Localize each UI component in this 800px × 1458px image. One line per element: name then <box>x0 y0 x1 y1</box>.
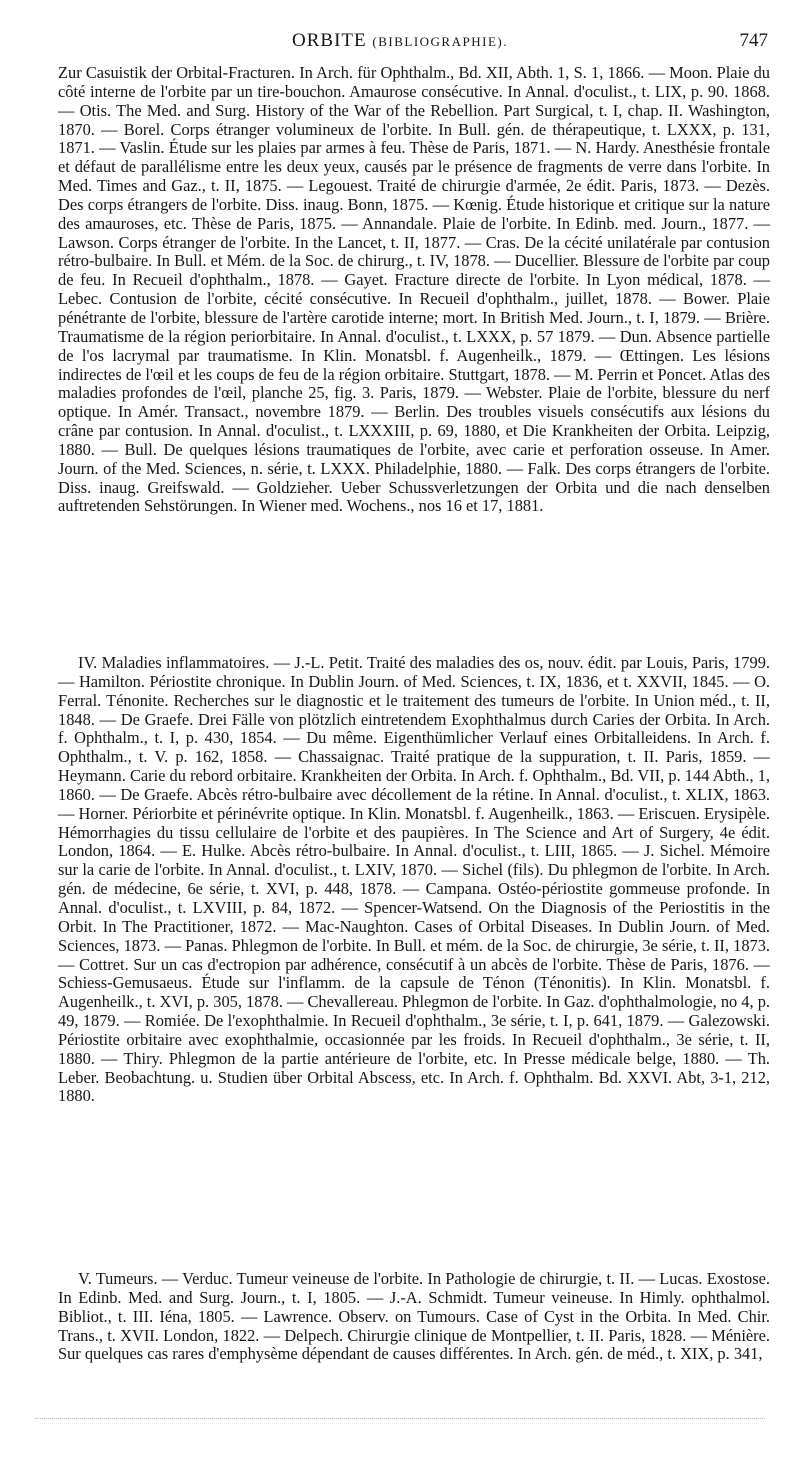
bibliography-paragraph: V. Tumeurs. — Verduc. Tumeur veineuse de l'orbite. In Pathologie de chirurgie, t. II. — Lucas. Exostose. In Edinb. Med. and Surg. Journ., t. I, 1805. — J.-A. Schmidt. Tumeur veineuse. In Himly. ophthalmol. Bibliot., t. III. Iéna, 1805. — Lawrence. Observ. on Tumours. Case of Cyst in the Orbita. In Med. Chir. Trans., t. XVII. London, 1822. — Delpech. Chirurgie clinique de Montpellier, t. II. Paris, 1828. — Ménière. Sur quelques cas rares d'emphysème dépendant de causes différentes. In Arch. gén. de méd., t. XIX, p. 341, <box>58 1269 770 1364</box>
bibliography-paragraph: IV. Maladies inflammatoires. — J.-L. Petit. Traité des maladies des os, nouv. édit. par Louis, Paris, 1799. — Hamilton. Périostite chronique. In Dublin Journ. of Med. Sciences, t. IX, 1836, et t. XXVII, 1845. — O. Ferral. Ténonite. Recherches sur le diagnostic et le traitement des tumeurs de l'orbite. In Union méd., t. II, 1848. — De Graefe. Drei Fälle von plötzlich eintretendem Exophthalmus durch Caries der Orbita. In Arch. f. Ophthalm., t. I, p. 430, 1854. — Du même. Eigenthümlicher Verlauf eines Orbitalleidens. In Arch. f. Ophthalm., t. V. p. 162, 1858. — Chassaignac. Traité pratique de la suppuration, t. II. Paris, 1859. — Heymann. Carie du rebord orbitaire. Krankheiten der Orbita. In Arch. f. Ophthalm., Bd. VII, p. 144 Abth., 1, 1860. — De Graefe. Abcès rétro-bulbaire avec décollement de la rétine. In Annal. d'oculist., t. XLIX, 1863. — Horner. Périorbite et périnévrite optique. In Klin. Monatsbl. f. Augenheilk., 1863. — Eriscuen. Erysipèle. Hémorrhagies du tissu cellulaire de l'orbite et des paupières. In The Science and Art of Surgery, 4e édit. London, 1864. — E. Hulke. Abcès rétro-bulbaire. In Annal. d'oculist., t. LIII, 1865. — J. Sichel. Mémoire sur la carie de l'orbite. In Annal. d'oculist., t. LXIV, 1870. — Sichel (fils). Du phlegmon de l'orbite. In Arch. gén. de médecine, 6e série, t. XVI, p. 448, 1878. — Campana. Ostéo-périostite gommeuse profonde. In Annal. d'oculist., t. LXVIII, p. 84, 1872. — Spencer-Watsend. On the Diagnosis of the Periostitis in the Orbit. In The Practitioner, 1872. — Mac-Naughton. Cases of Orbital Diseases. In Dublin Journ. of Med. Sciences, 1873. — Panas. Phlegmon de l'orbite. In Bull. et mém. de la Soc. de chirurgie, 3e série, t. II, 1873. — Cottret. Sur un cas d'ectropion par adhérence, consécutif à un abcès de l'orbite. Thèse de Paris, 1876. — Schiess-Gemusaeus. Étude sur l'inflamm. de la capsule de Ténon (Ténonitis). In Klin. Monatsbl. f. Augenheilk., t. XVI, p. 305, 1878. — Chevallereau. Phlegmon de l'orbite. In Gaz. d'ophthalmologie, no 4, p. 49, 1879. — Romiée. De l'exophthalmie. In Recueil d'ophthalm., 3e série, t. I, p. 641, 1879. — Galezowski. Périostite orbitaire avec exophthalmie, occasionnée par les froids. In Recueil d'ophthalm., 3e série, t. II, 1880. — Thiry. Phlegmon de la partie antérieure de l'orbite, etc. In Presse médicale belge, 1880. — Th. Leber. Beobachtung. u. Studien über Orbital Abscess, etc. In Arch. f. Ophthalm. Bd. XXVI. Abt, 3-1, 212, 1880. <box>58 653 770 1106</box>
footer-rule <box>35 1418 765 1419</box>
bibliography-section-tumors <box>58 1270 770 1364</box>
running-title-word: ORBITE <box>292 30 367 51</box>
page-header <box>0 30 800 60</box>
page-number: 747 <box>739 30 768 51</box>
running-title-subtitle: (BIBLIOGRAPHIE). <box>372 34 508 49</box>
bibliography-paragraph: Zur Casuistik der Orbital-Fracturen. In Arch. für Ophthalm., Bd. XII, Abth. 1, S. 1, 1866. — Moon. Plaie du côté interne de l'orbite par un tire-bouchon. Amaurose consécutive. In Annal. d'oculist., t. LIX, p. 90. 1868. — Otis. The Med. and Surg. History of the War of the Rebellion. Part Surgical, t. I, chap. II. Washington, 1870. — Borel. Corps étranger volumineux de l'orbite. In Bull. gén. de thérapeutique, t. LXXX, p. 131, 1871. — Vaslin. Étude sur les plaies par armes à feu. Thèse de Paris, 1871. — N. Hardy. Anesthésie frontale et défaut de parallélisme entre les deux yeux, causés par le présence de fragments de verre dans l'orbite. In Med. Times and Gaz., t. II, 1875. — Legouest. Traité de chirurgie d'armée, 2e édit. Paris, 1873. — Dezès. Des corps étrangers de l'orbite. Diss. inaug. Bonn, 1875. — Kœnig. Étude historique et critique sur la nature des amauroses, etc. Thèse de Paris, 1875. — Annandale. Plaie de l'orbite. In Edinb. med. Journ., 1877. — Lawson. Corps étranger de l'orbite. In the Lancet, t. II, 1877. — Cras. De la cécité unilatérale par contusion rétro-bulbaire. In Bull. et Mém. de la Soc. de chirurg., t. IV, 1878. — Ducellier. Blessure de l'orbite par coup de feu. In Recueil d'ophthalm., 1878. — Gayet. Fracture directe de l'orbite. In Lyon médical, 1878. — Lebec. Contusion de l'orbite, cécité consécutive. In Recueil d'ophthalm., juillet, 1878. — Bower. Plaie pénétrante de l'orbite, blessure de l'artère carotide interne; mort. In British Med. Journ., t. I, 1879. — Brière. Traumatisme de la région periorbitaire. In Annal. d'oculist., t. LXXX, p. 57 1879. — Dun. Absence partielle de l'os lacrymal par traumatisme. In Klin. Monatsbl. f. Augenheilk., 1879. — Œttingen. Les lésions indirectes de l'œil et les coups de feu de la région orbitaire. Stuttgart, 1878. — M. Perrin et Poncet. Atlas des maladies profondes de l'œil, planche 25, fig. 3. Paris, 1879. — Webster. Plaie de l'orbite, blessure du nerf optique. In Amér. Transact., novembre 1879. — Berlin. Des troubles visuels consécutifs aux lésions du crâne par contusion. In Annal. d'oculist., t. LXXXIII, p. 69, 1880, et Die Krankheiten der Orbita. Leipzig, 1880. — Bull. De quelques lésions traumatiques de l'orbite, avec carie et perforation osseuse. In Amer. Journ. of the Med. Sciences, n. série, t. LXXX. Philadelphie, 1880. — Falk. Des corps étrangers de l'orbite. Diss. inaug. Greifswald. — Goldzieher. Ueber Schussverletzungen der Orbita und die nach denselben auftretenden Sehstörungen. In Wiener med. Wochens., nos 16 et 17, 1881. <box>58 63 770 516</box>
bibliography-section-continued <box>58 64 770 516</box>
bibliography-section-inflammatory <box>58 654 770 1106</box>
running-title <box>0 30 800 52</box>
